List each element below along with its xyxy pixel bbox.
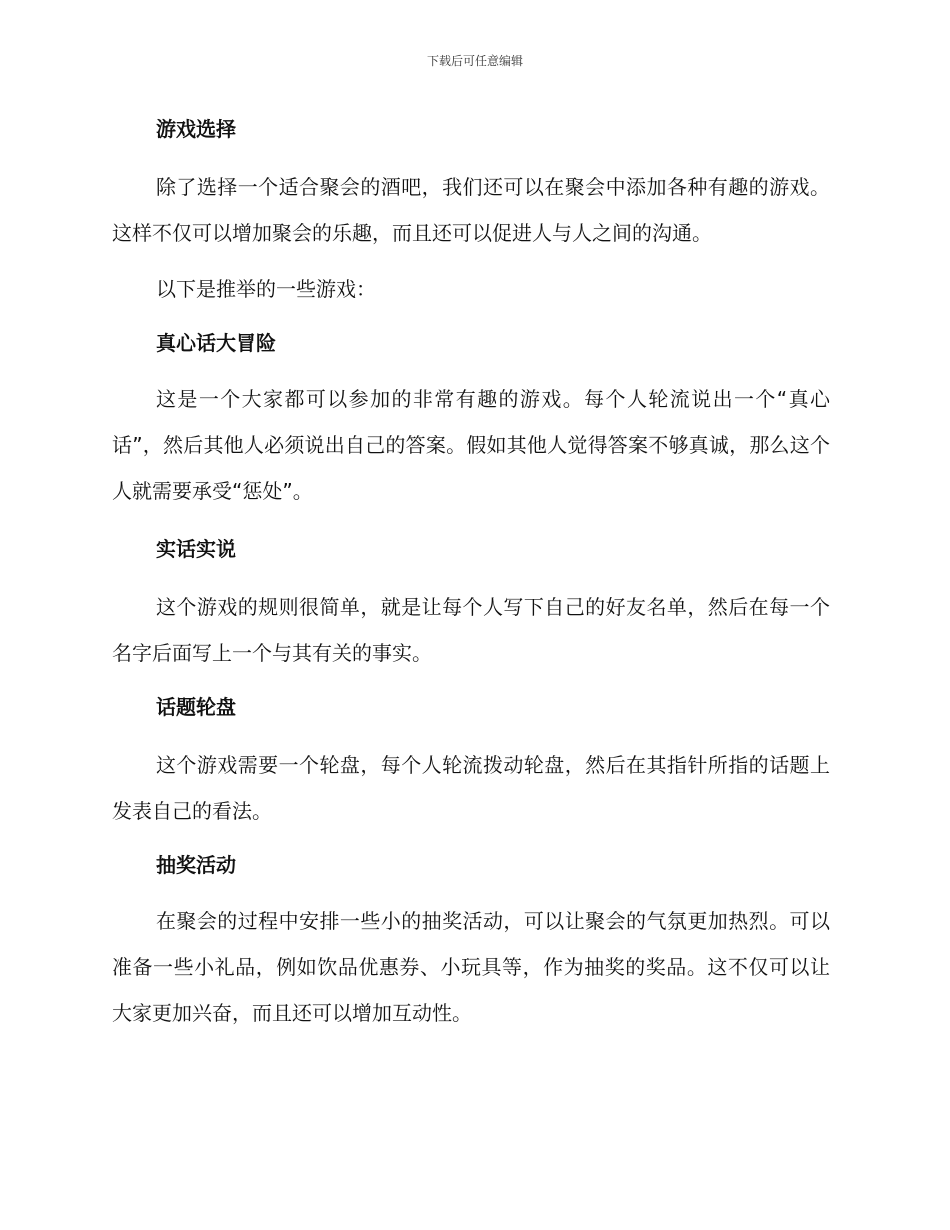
section-paragraph-honest-talk: 这个游戏的规则很简单，就是让每个人写下自己的好友名单，然后在每一个名字后面写上一个与其有关的事实。 (112, 595, 830, 665)
section-title-topic-wheel: 话题轮盘 (156, 695, 236, 719)
section-paragraph-topic-wheel: 这个游戏需要一个轮盘，每个人轮流拨动轮盘，然后在其指针所指的话题上发表自己的看法。 (112, 753, 830, 823)
section-paragraph-lottery: 在聚会的过程中安排一些小的抽奖活动，可以让聚会的气氛更加热烈。可以准备一些小礼品，例如饮品优惠券、小玩具等，作为抽奖的奖品。这不仅可以让大家更加兴奋，而且还可以增加互动性。 (112, 909, 830, 1025)
list-intro: 以下是推举的一些游戏： (156, 277, 376, 301)
document-content (112, 108, 830, 1036)
section-title-honest-talk: 实话实说 (156, 537, 236, 561)
document-title: 游戏选择 (156, 117, 236, 141)
section-title-lottery: 抽奖活动 (156, 853, 236, 877)
section-title-truth-or-dare: 真心话大冒险 (156, 331, 276, 355)
intro-paragraph: 除了选择一个适合聚会的酒吧，我们还可以在聚会中添加各种有趣的游戏。这样不仅可以增加聚会的乐趣，而且还可以促进人与人之间的沟通。 (112, 175, 830, 245)
page-header: 下载后可任意编辑 (426, 54, 523, 68)
section-paragraph-truth-or-dare: 这是一个大家都可以参加的非常有趣的游戏。每个人轮流说出一个“真心话”，然后其他人必须说出自己的答案。假如其他人觉得答案不够真诚，那么这个人就需要承受“惩处”。 (112, 387, 830, 503)
